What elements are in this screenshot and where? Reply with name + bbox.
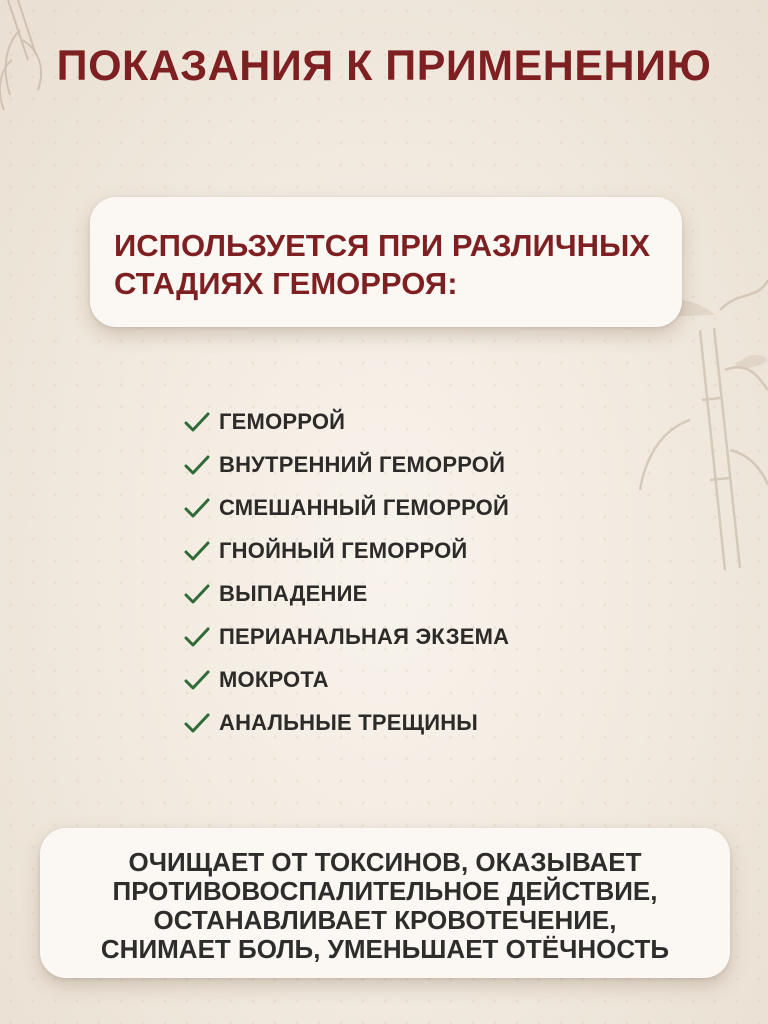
list-item-label: МОКРОТА [219,666,329,692]
check-icon [184,540,210,562]
intro-text [114,227,674,303]
effects-line: СНИМАЕТ БОЛЬ, УМЕНЬШАЕТ ОТЁЧНОСТЬ [100,934,670,964]
list-item [184,615,509,658]
intro-card [90,197,682,327]
effects-line: ОЧИЩАЕТ ОТ ТОКСИНОВ, ОКАЗЫВАЕТ [128,847,642,877]
effects-card [40,828,730,978]
list-item [184,529,509,572]
list-item [184,486,509,529]
check-icon [184,411,210,433]
list-item-label: ГНОЙНЫЙ ГЕМОРРОЙ [219,537,468,563]
list-item [184,400,509,443]
list-item-label: ПЕРИАНАЛЬНАЯ ЭКЗЕМА [219,623,510,649]
effects-line: ОСТАНАВЛИВАЕТ КРОВОТЕЧЕНИЕ, [153,905,617,935]
effects-line: ПРОТИВОВОСПАЛИТЕЛЬНОЕ ДЕЙСТВИЕ, [112,876,658,906]
list-item-label: ВНУТРЕННИЙ ГЕМОРРОЙ [219,451,506,477]
check-icon [184,712,210,734]
check-icon [184,497,210,519]
list-item [184,658,509,701]
list-item [184,701,509,744]
list-item [184,572,509,615]
page-title: ПОКАЗАНИЯ К ПРИМЕНЕНИЮ [56,42,712,90]
list-item-label: СМЕШАННЫЙ ГЕМОРРОЙ [219,494,509,520]
check-icon [184,454,210,476]
check-icon [184,626,210,648]
effects-text [40,848,730,964]
check-icon [184,583,210,605]
check-icon [184,669,210,691]
list-item-label: ГЕМОРРОЙ [219,408,346,434]
intro-line: ИСПОЛЬЗУЕТСЯ ПРИ РАЗЛИЧНЫХ [114,228,651,263]
intro-line: СТАДИЯХ ГЕМОРРОЯ: [114,266,458,301]
list-item [184,443,509,486]
list-item-label: ВЫПАДЕНИЕ [219,580,368,606]
list-item-label: АНАЛЬНЫЕ ТРЕЩИНЫ [219,709,479,735]
indications-list [184,400,509,744]
